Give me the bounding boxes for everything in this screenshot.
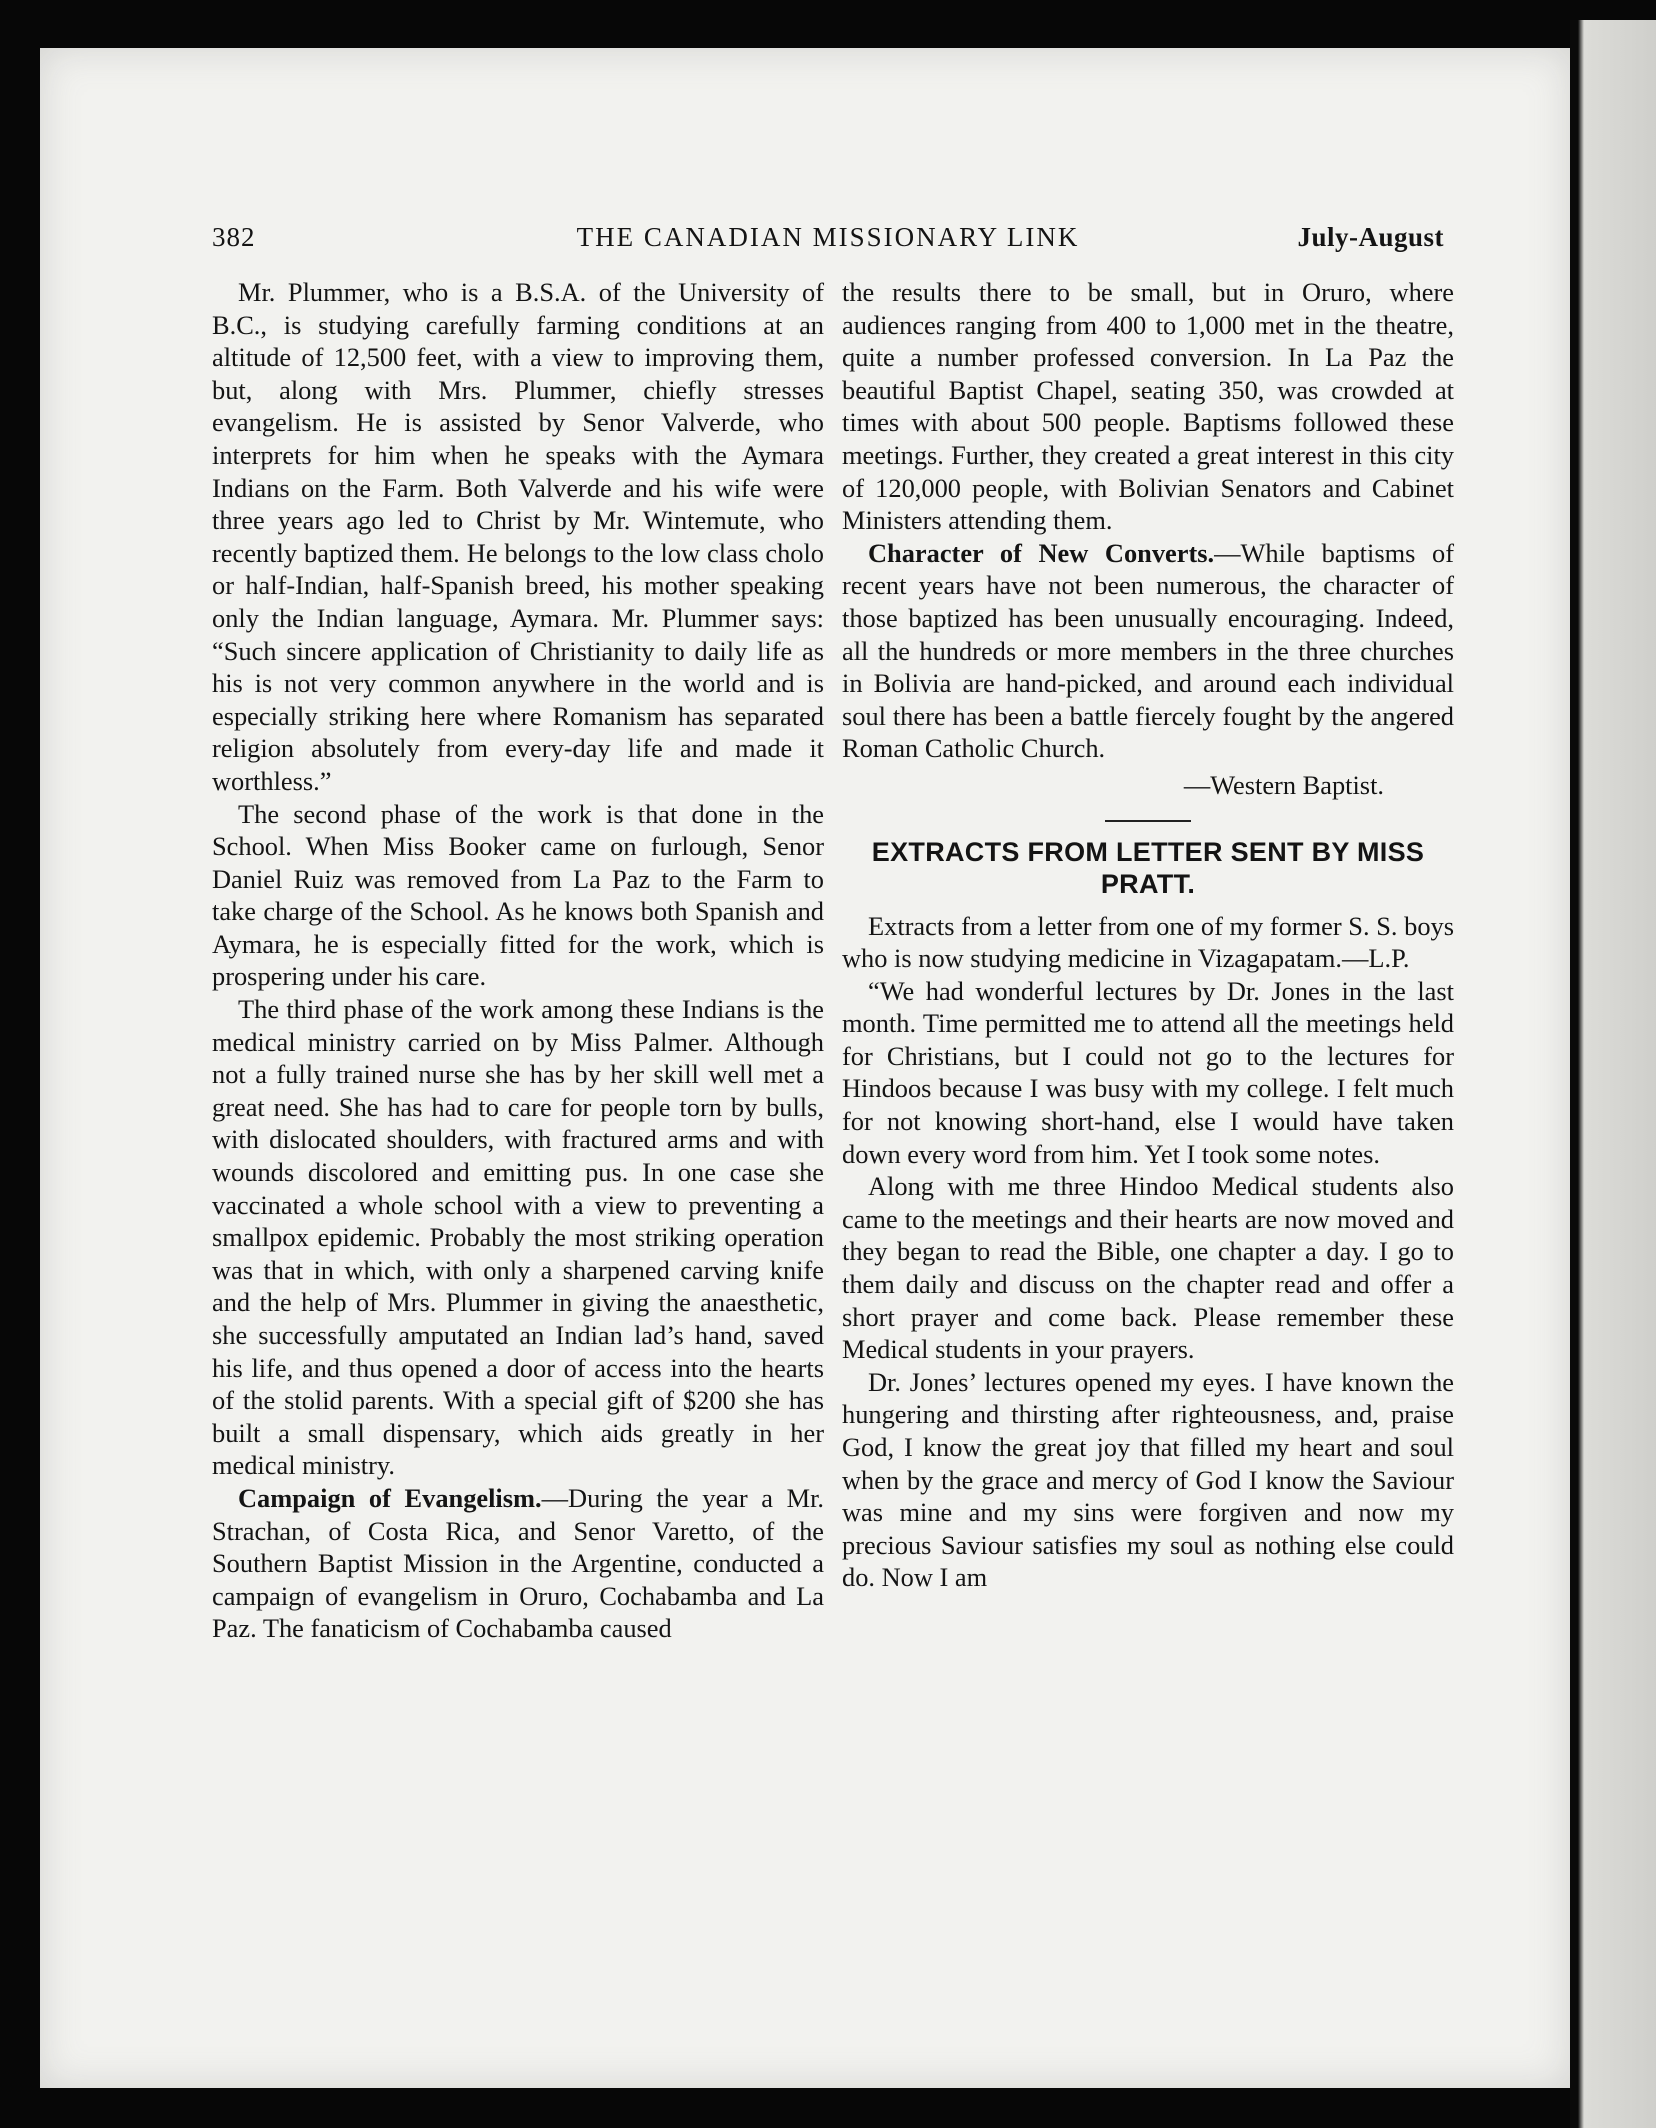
paragraph bbox=[842, 537, 1454, 765]
section-heading: Character of New Converts. bbox=[868, 537, 1215, 568]
divider bbox=[1105, 820, 1191, 822]
article-headline: EXTRACTS FROM LETTER SENT BY MISS PRATT. bbox=[871, 836, 1425, 899]
article-source: —Western Baptist. bbox=[1183, 769, 1384, 800]
paragraph: The second phase of the work is that done in the School. When Miss Booker came on furlough, Senor Daniel Ruiz was removed from La Paz to the Farm to take charge of the School. As he knows both Spanish and Aymara, he is especially fitted for the work, which is prospering under his care. bbox=[212, 798, 824, 992]
publication-title: THE CANADIAN MISSIONARY LINK bbox=[576, 222, 1080, 252]
paragraph: Extracts from a letter from one of my former S. S. boys who is now studying medicine in Vizagapatam.—L.P. bbox=[842, 910, 1454, 974]
paragraph-text: —During the year a Mr. Strachan, of Costa Rica, and Senor Varetto, of the Southern Baptist Mission in the Argentine, conducted a campaign of evangelism in Oruro, Cochabamba and La Paz. The fanaticism of Cochabamba caused bbox=[212, 1482, 824, 1644]
paragraph: Along with me three Hindoo Medical students also came to the meetings and their hearts are now moved and they began to read the Bible, one chapter a day. I go to them daily and discuss on the chapter read and offer a short prayer and come back. Please remember these Medical students in your prayers. bbox=[842, 1171, 1454, 1365]
paragraph: Dr. Jones’ lectures opened my eyes. I have known the hungering and thirsting after righteousness, and, praise God, I know the great joy that filled my heart and soul when by the grace and mercy of God I know the Saviour was mine and my sins were forgiven and now my precious Saviour satisfies my soul as nothing else could do. Now I am bbox=[842, 1366, 1454, 1593]
paragraph bbox=[212, 1482, 824, 1645]
paragraph: the results there to be small, but in Oruro, where audiences ranging from 400 to 1,000 met in the theatre, quite a number professed conversion. In La Paz the beautiful Baptist Chapel, seating 350, was crowded at times with about 500 people. Baptisms followed these meetings. Further, they created a great interest in this city of 120,000 people, with Bolivian Senators and Cabinet Ministers attending them. bbox=[842, 277, 1454, 536]
page-number: 382 bbox=[212, 222, 256, 252]
issue-date: July-August bbox=[1297, 222, 1444, 252]
paragraph-text: —While baptisms of recent years have not been numerous, the character of those baptized has been unusually encouraging. Indeed, all the hundreds or more members in the three churches in Bolivia are hand-picked, and around each individual soul there has been a battle fiercely fought by the angered Roman Catholic Church. bbox=[842, 537, 1454, 764]
left-column bbox=[212, 276, 824, 1645]
right-column bbox=[842, 276, 1454, 1594]
scan-edge bbox=[1570, 20, 1656, 2128]
paragraph: Mr. Plummer, who is a B.S.A. of the University of B.C., is studying carefully farming conditions at an altitude of 12,500 feet, with a view to improving them, but, along with Mrs. Plummer, chiefly stresses evangelism. He is assisted by Senor Valverde, who interprets for him when he speaks with the Aymara Indians on the Farm. Both Valverde and his wife were three years ago led to Christ by Mr. Wintemute, who recently baptized them. He belongs to the low class cholo or half-Indian, half-Spanish breed, his mother speaking only the Indian language, Aymara. Mr. Plummer says: “Such sincere application of Christianity to daily life as his is not very common anywhere in the world and is especially striking here where Romanism has separated religion absolutely from every-day life and made it worthless.” bbox=[212, 277, 824, 796]
paragraph: The third phase of the work among these Indians is the medical ministry carried on by Miss Palmer. Although not a fully trained nurse she has by her skill well met a great need. She has had to care for people torn by bulls, with dislocated shoulders, with fractured arms and with wounds discolored and emitting pus. In one case she vaccinated a whole school with a view to preventing a smallpox epidemic. Probably the most striking operation was that in which, with only a sharpened carving knife and the help of Mrs. Plummer in giving the anaesthetic, she successfully amputated an Indian lad’s hand, saved his life, and thus opened a door of access into the hearts of the stolid parents. With a special gift of $200 she has built a small dispensary, which aids greatly in her medical ministry. bbox=[212, 994, 824, 1481]
section-heading: Campaign of Evangelism. bbox=[238, 1482, 542, 1513]
paragraph: “We had wonderful lectures by Dr. Jones in the last month. Time permitted me to attend all the meetings held for Christians, but I could not go to the lectures for Hindoos because I was busy with my college. I felt much for not knowing short-hand, else I would have taken down every word from him. Yet I took some notes. bbox=[842, 975, 1454, 1169]
running-header bbox=[212, 222, 1444, 262]
